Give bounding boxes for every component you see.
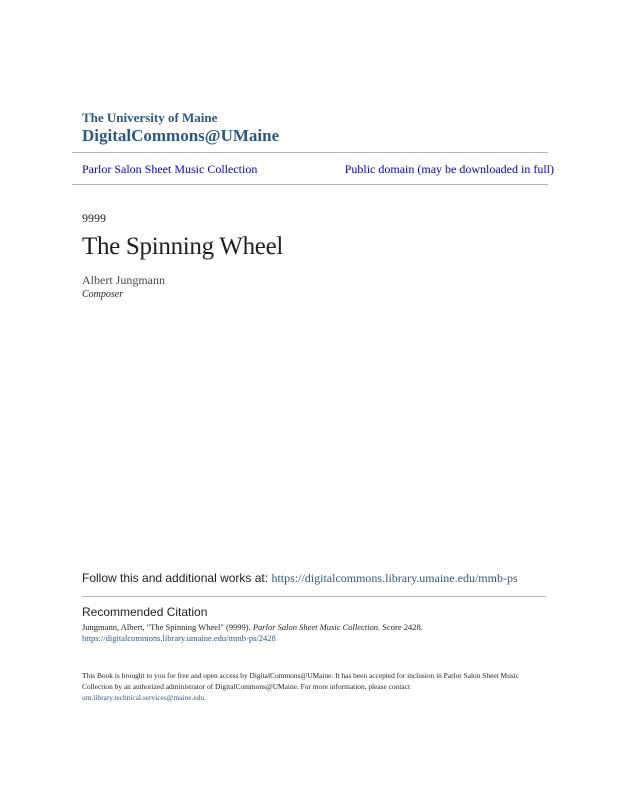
follow-label: Follow this and additional works at: bbox=[82, 571, 269, 585]
rights-link[interactable]: Public domain (may be downloaded in full) bbox=[344, 162, 554, 176]
publication-year: 9999 bbox=[82, 211, 106, 225]
institution-name: The University of Maine bbox=[82, 110, 218, 125]
header-divider-bottom bbox=[72, 184, 548, 185]
item-title: The Spinning Wheel bbox=[82, 233, 284, 260]
citation-divider bbox=[82, 596, 546, 597]
contact-email-link[interactable]: um.library.technical.services@maine.edu. bbox=[82, 693, 206, 702]
access-notice bbox=[82, 670, 542, 703]
follow-line bbox=[82, 571, 518, 586]
author-role: Composer bbox=[82, 289, 124, 300]
citation-text-before: Jungmann, Albert, "The Spinning Wheel" (9999). bbox=[82, 622, 251, 632]
citation-link[interactable]: https://digitalcommons.library.umaine.edu/mmb-ps/2428 bbox=[82, 633, 276, 643]
collection-link[interactable]: Parlor Salon Sheet Music Collection bbox=[82, 162, 258, 176]
repository-name[interactable]: DigitalCommons@UMaine bbox=[82, 126, 280, 145]
notice-text: This Book is brought to you for free and open access by DigitalCommons@UMaine. It has been accepted for inclusion in Parlor Salon Sheet Music Collection by an authorized administrator of DigitalCommons@UMaine. For more information, please contact bbox=[82, 671, 520, 691]
author-name: Albert Jungmann bbox=[82, 273, 165, 287]
follow-link[interactable]: https://digitalcommons.library.umaine.edu/mmb-ps bbox=[271, 571, 518, 585]
citation-collection: Parlor Salon Sheet Music Collection. bbox=[252, 622, 381, 632]
citation-heading: Recommended Citation bbox=[82, 605, 208, 619]
repository-header bbox=[82, 110, 279, 146]
citation-text-after: Score 2428. bbox=[382, 622, 423, 632]
citation-text bbox=[82, 622, 542, 644]
header-divider-top bbox=[72, 152, 548, 153]
